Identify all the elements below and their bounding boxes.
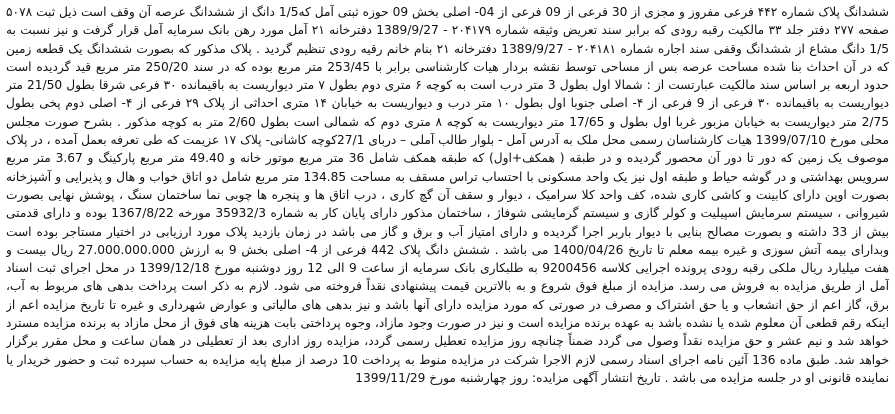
notice-paragraph: ششدانگ پلاک شماره ۴۴۲ فرعی مفروز و مجزی از 30 فرعی از 09 فرعی از 04- اصلی بخش 09 حوزه ثبتی آمل که1/5 دانگ از ششدانگ عرصه آن وقف است ذیل ثبت ۵۰۷۸ صفحه ۲۷۷ دفتر جلد ۳۳ مالکیت رقبه رودی که برابر سند تعریض وثیقه شماره ۲۰۴۱۷۹ - 1389/9/27 دفترخانه ۲۱ آمل مورد رهن بانک سرمایه آمل قرار گرفت و نیز نسبت به 1/5 دانگ مشاع از ششدانگ وقفی سند اجاره شماره ۲۰۴۱۸۱ - 1389/9/27 دفترخانه ۲۱ بنام خانم رقیه رودی تنظیم گردید . پلاک مذکور که بصورت ششدانگ یک قطعه زمین که در آن احداث بنا شده مساحت عرصه بس از مساحی توسط نقشه بردار هیات کارشناسی برابر با 253/45 متر مربع بوده که در سند 250/20 متر مربع قید گردیده است حدود اربعه بر اساس سند مالکیت عبارتست از : شمالا اول بطول 3 متر درب است به کوچه ۶ متری دوم بطول ۷ متر دیواریست به باقیمانده ۳۰ فرعی شرقا بطول 21/50 متر دیواریست به باقیمانده ۳۰ فرعی از 9 فرعی از ۴- اصلی جنوبا اول بطول ۱۰ متر درب و دیواریست به خیابان ۱۴ متری احداثی از پلاک ۲۹ فرعی از ۴- اصلی دوم پخی بطول 2/75 متر دیواریست به خیابان مزبور غربا اول بطول و 17/65 متر دیواریست به کوچه ۸ متری دوم که شمالی است بطول 2/60 متر به کوچه مذکور . بشرح صورت مجلس محلی مورخ 1399/07/10 هیات کارشناسان رسمی محل ملک به آدرس آمل - بلوار طالب آملی – دربای 27/1کوچه کاشانی- پلاک ۱۷ عزیمت که طی تعرفه بعمل آمده ، در پلاک موصوف یک زمین که دور تا دور آن محصور گردیده و در طبقه ( همکف+اول) که طبقه همکف شامل 36 متر مربع موتور خانه و 49.40 متر مربع پارکینگ و 3.67 متر مربع سرویس بهداشتی و در گوشه حیاط و طبقه اول نیز یک واحد مسکونی با احتساب تراس مسقف به مساحت 134.85 متر مربع شامل دو اتاق خواب و هال و پذیرایی و آشپزخانه بصورت اوپن دارای کابینت و کاشی کاری شده، کف واحد کلا سرامیک ، دیوار و سقف آن گچ کاری ، درب اتاق ها و پنجره ها چوبی نما ساختمان سنگ ، پوشش نهایی بصورت شیروانی ، سیستم سرمایش اسپیلیت و کولر گازی و سیستم گرمایشی شوفاژ ، ساختمان مذکور دارای پایان کار به شماره 35932/3 مورخه 1367/8/22 بوده و دارای قدمتی بیش از 33 داشته و بصورت مصالح بنایی با دیوار باربر اجرا گردیده و دارای امتیاز آب و برق و گاز می باشد در زمان بازدید پلاک مورد ارزیابی در اختیار مستاجر بوده است وبدارای بیمه آتش سوزی و غیره بیمه معلم تا تاریخ 1400/04/26 می باشد . ششش دانگ پلاک 442 فرعی از 4- اصلی بخش 9 به ارزش 27.000.000.000 ریال بیست و هفت میلیارد ریال ملکی رقبه رودی پرونده اجرایی کلاسه 9200456 به طلبکاری بانک سرمایه از ساعت 9 الی 12 روز دوشنبه مورخ 1399/12/18 در محل اجرای ثبت اسناد آمل از طریق مزایده به فروش می رسد. مزایده از مبلغ فوق شروع و به بالاترین قیمت پیشنهادی نقداً فروخته می شود. لازم به ذکر است پرداخت بدهی های مربوط به آب، برق، گاز اعم از حق انشعاب و یا حق اشتراک و مصرف در صورتی که مورد مزایده دارای آنها باشد و نیز بدهی های مالیاتی و عوارض شهرداری و غیره تا تاریخ مزایده اعم از اینکه رقم قطعی آن معلوم شده یا نشده باشد به عهده برنده مزایده است و نیز در صورت وجود مازاد، وجوه پرداختی بابت هزینه های فوق از محل مازاد به برنده مزایده مسترد خواهد شد و نیم عشر و حق مزایده نقداً وصول می گردد ضمناً چنانچه روز مزایده تعطیل رسمی گردد، مزایده روز اداری بعد از تعطیلی در همان ساعت و محل مقرر برگزار خواهد شد. طبق ماده 136 آئین نامه اجرای اسناد رسمی لازم الاجرا شرکت در مزایده منوط به پرداخت 10 درصد از مبلغ پایه مزایده به حساب سپرده ثبت و حضور خریدار یا نماینده قانونی او در جلسه مزایده می باشد . تاریخ انتشار آگهی مزایده: روز چهارشنبه مورخ 1399/11/29 [6, 5, 889, 385]
legal-notice-document [6, 3, 889, 408]
